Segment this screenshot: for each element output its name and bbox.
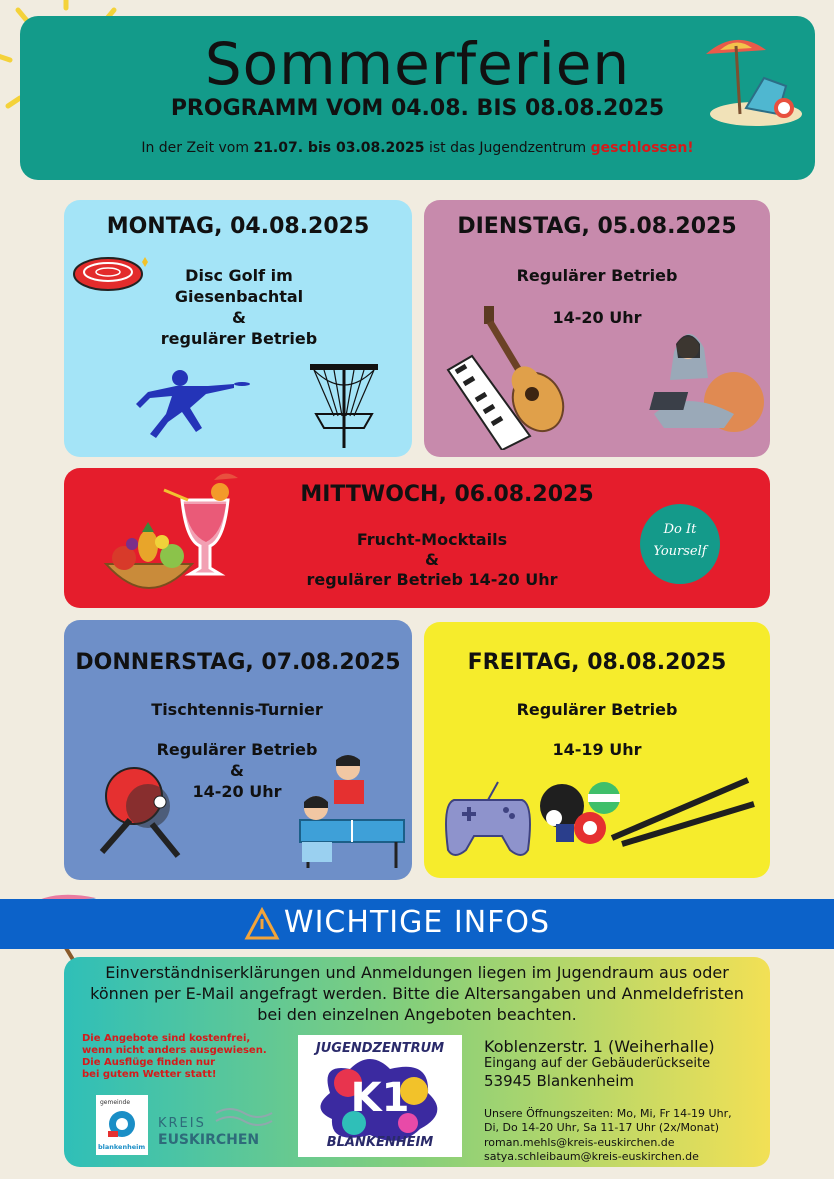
diy-badge-line2: Yourself [653,544,707,559]
card-friday [424,622,770,878]
closed-dates: 21.07. bis 03.08.2025 [253,140,425,156]
frisbee-icon [72,252,150,298]
diy-badge [640,504,720,584]
logo-top-text: JUGENDZENTRUM [315,1041,445,1056]
logo-bottom-text: BLANKENHEIM [326,1135,434,1150]
page-title: Sommerferien [204,30,631,98]
card-tuesday [424,200,770,457]
address-line3: 53945 Blankenheim [484,1071,635,1090]
beach-chair-icon [696,26,806,136]
address-block [484,1037,764,1090]
jugendzentrum-logo [298,1035,462,1157]
diy-badge-line1: Do It [663,522,697,537]
disc-golf-player-icon [116,368,256,448]
closed-word: geschlossen! [590,140,694,156]
info-text: Einverständniserklärungen und Anmeldungen liegen im Jugendraum aus oder können per E-Mail angefragt werden. Bitte die Altersangaben und Anmeldefristen bei den einzelnen Angeboten beachten. [90,963,744,1024]
gemeinde-logo-top: gemeinde [100,1099,131,1106]
logo-mid-text: K1 [350,1075,410,1121]
wednesday-line1: Frucht-Mocktails [356,530,508,549]
table-tennis-paddle-icon [94,766,190,860]
guitar-keyboard-icon [442,300,592,450]
card-thursday [64,620,412,880]
thursday-title: DONNERSTAG, 07.08.2025 [75,650,401,675]
monday-line3: & [232,308,246,327]
opening-hours [484,1107,764,1164]
billiard-balls-icon [532,772,758,852]
free-note [82,1033,292,1081]
header-banner [20,16,815,180]
monday-line4: regulärer Betrieb [160,329,318,348]
wednesday-title: MITTWOCH, 06.08.2025 [300,482,594,507]
email-link-2[interactable]: satya.schleibaum@kreis-euskirchen.de [484,1149,699,1163]
program-subtitle: PROGRAMM VOM 04.08. BIS 08.08.2025 [170,96,665,121]
closed-middle: ist das Jugendzentrum [428,140,587,156]
hours-line1: Unsere Öffnungszeiten: Mo, Mi, Fr 14-19 Uhr, [484,1107,732,1120]
kreis-logo [158,1105,276,1153]
friday-line1: Regulärer Betrieb [516,700,678,719]
info-title: WICHTIGE INFOS [283,905,551,940]
closed-prefix: In der Zeit vom [141,140,249,156]
monday-title: MONTAG, 04.08.2025 [106,214,370,239]
table-tennis-players-icon [298,750,408,874]
wednesday-line2: & [425,550,439,569]
cocktail-icon [158,470,248,580]
closed-note [20,140,815,156]
monday-line1: Disc Golf im [185,266,293,285]
info-box [64,957,770,1167]
gemeinde-emblem-icon [106,1109,138,1139]
free-note-line2: wenn nicht anders ausgewiesen. [82,1045,267,1056]
gemeinde-logo-bottom: blankenheim [98,1143,146,1151]
kreis-waves-icon [214,1105,274,1129]
game-controller-icon [444,780,532,860]
kreis-logo-line1: KREIS [158,1116,206,1131]
free-note-line1: Die Angebote sind kostenfrei, [82,1033,251,1044]
thursday-line3: & [230,761,244,780]
tuesday-title: DIENSTAG, 05.08.2025 [457,214,737,239]
thursday-line4: 14-20 Uhr [192,782,282,801]
card-wednesday [64,468,770,608]
thursday-line2: Regulärer Betrieb [156,740,318,759]
girl-laptop-icon [644,318,764,438]
info-bar [0,899,834,949]
free-note-line4: bei gutem Wetter statt! [82,1069,217,1080]
wednesday-line3: regulärer Betrieb 14-20 Uhr [306,570,558,589]
monday-line2: Giesenbachtal [174,287,304,306]
kreis-logo-line2: EUSKIRCHEN [158,1132,260,1148]
address-line2: Eingang auf der Gebäuderückseite [484,1056,711,1072]
address-line1: Koblenzerstr. 1 (Weiherhalle) [484,1037,715,1056]
friday-title: FREITAG, 08.08.2025 [467,650,727,675]
free-note-line3: Die Ausflüge finden nur [82,1057,215,1068]
email-link-1[interactable]: roman.mehls@kreis-euskirchen.de [484,1135,675,1149]
tuesday-line1: Regulärer Betrieb [516,266,678,285]
gemeinde-logo [96,1095,148,1155]
disc-golf-basket-icon [304,360,384,450]
friday-line2: 14-19 Uhr [552,740,642,759]
tuesday-line2: 14-20 Uhr [552,308,642,327]
card-monday [64,200,412,457]
thursday-line1: Tischtennis-Turnier [151,700,323,719]
hours-line2: Di, Do 14-20 Uhr, Sa 11-17 Uhr (2x/Monat) [484,1121,719,1135]
